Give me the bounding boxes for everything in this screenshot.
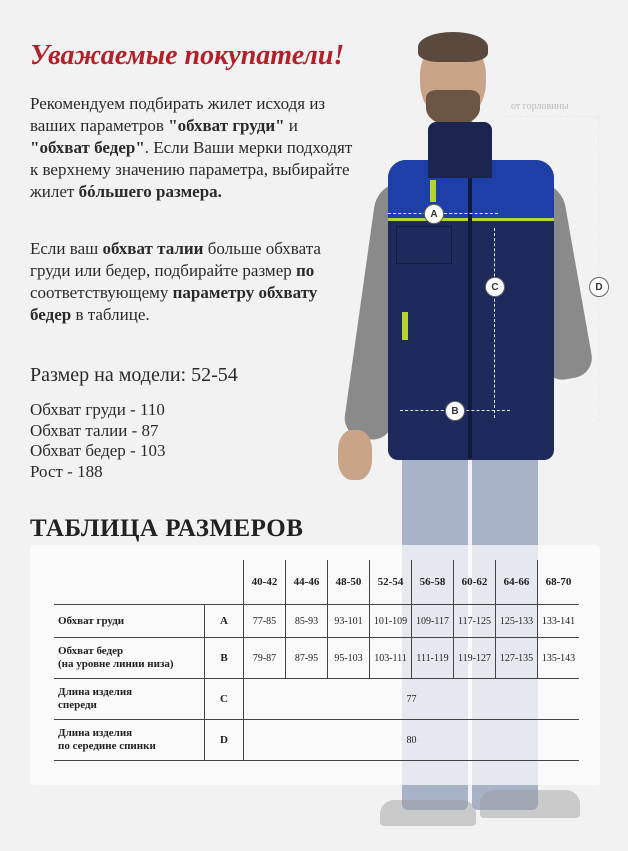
measure-hips: Обхват бедер - 103: [30, 441, 166, 460]
table-row-hips: [54, 638, 579, 679]
row-code: D: [205, 720, 244, 761]
table-cell: 117-125: [454, 605, 496, 638]
model-measurements: [30, 400, 165, 482]
recommendation-text: Рекомендуем подбирать жилет исходя из ваших параметров "обхват груди" и "обхват бедер". Если Ваши мерки подходят к верхнему значению параметра, выбирайте жилет бóльшего размера.: [30, 94, 353, 201]
marker-c: C: [485, 277, 505, 297]
table-row-front-length: [54, 679, 579, 720]
measure-line-d: [598, 116, 599, 421]
table-cell: 125-133: [496, 605, 538, 638]
table-cell: 85-93: [286, 605, 328, 638]
table-cell: 135-143: [538, 638, 580, 679]
size-header: 40-42: [244, 560, 286, 605]
measure-line-c: [494, 228, 495, 418]
measure-waist: Обхват талии - 87: [30, 420, 159, 440]
measure-line-neck: [505, 116, 598, 117]
table-cell: 109-117: [412, 605, 454, 638]
measure-height: Рост - 188: [30, 461, 103, 481]
size-header: 44-46: [286, 560, 328, 605]
table-cell: 79-87: [244, 638, 286, 679]
measure-chest: Обхват груди - 110: [30, 400, 165, 419]
table-row-chest: [54, 605, 579, 638]
row-label: Обхват груди: [54, 605, 205, 638]
table-cell: 103-111: [370, 638, 412, 679]
table-cell: 95-103: [328, 638, 370, 679]
marker-b: B: [445, 401, 465, 421]
table-cell: 77-85: [244, 605, 286, 638]
table-cell: 127-135: [496, 638, 538, 679]
table-cell: 87-95: [286, 638, 328, 679]
neck-label: от горловины: [511, 101, 569, 112]
table-cell-merged: 80: [244, 720, 580, 761]
headline: Уважаемые покупатели!: [30, 40, 345, 71]
marker-a: A: [424, 204, 444, 224]
model-size: Размер на модели: 52-54: [30, 364, 238, 386]
table-cell: 111-119: [412, 638, 454, 679]
row-code: C: [205, 679, 244, 720]
table-cell: 133-141: [538, 605, 580, 638]
size-header: 52-54: [370, 560, 412, 605]
table-title: ТАБЛИЦА РАЗМЕРОВ: [30, 515, 304, 542]
marker-d: D: [589, 277, 609, 297]
table-cell: 101-109: [370, 605, 412, 638]
table-cell: 93-101: [328, 605, 370, 638]
row-label: Длина изделия спереди: [54, 679, 205, 720]
table-cell-merged: 77: [244, 679, 580, 720]
size-header-row: [54, 560, 579, 605]
size-header: 64-66: [496, 560, 538, 605]
table-row-back-length: [54, 720, 579, 761]
row-code: A: [205, 605, 244, 638]
size-table: [54, 560, 579, 761]
row-label: Обхват бедер (на уровне линии низа): [54, 638, 205, 679]
table-cell: 119-127: [454, 638, 496, 679]
size-header: 56-58: [412, 560, 454, 605]
waist-note: Если ваш обхват талии больше обхвата груди или бедер, подбирайте размер по соответствующему параметру обхвату бедер в таблице.: [30, 239, 321, 324]
size-header: 68-70: [538, 560, 580, 605]
size-header: 48-50: [328, 560, 370, 605]
size-header: 60-62: [454, 560, 496, 605]
row-label: Длина изделия по середине спинки: [54, 720, 205, 761]
row-code: B: [205, 638, 244, 679]
